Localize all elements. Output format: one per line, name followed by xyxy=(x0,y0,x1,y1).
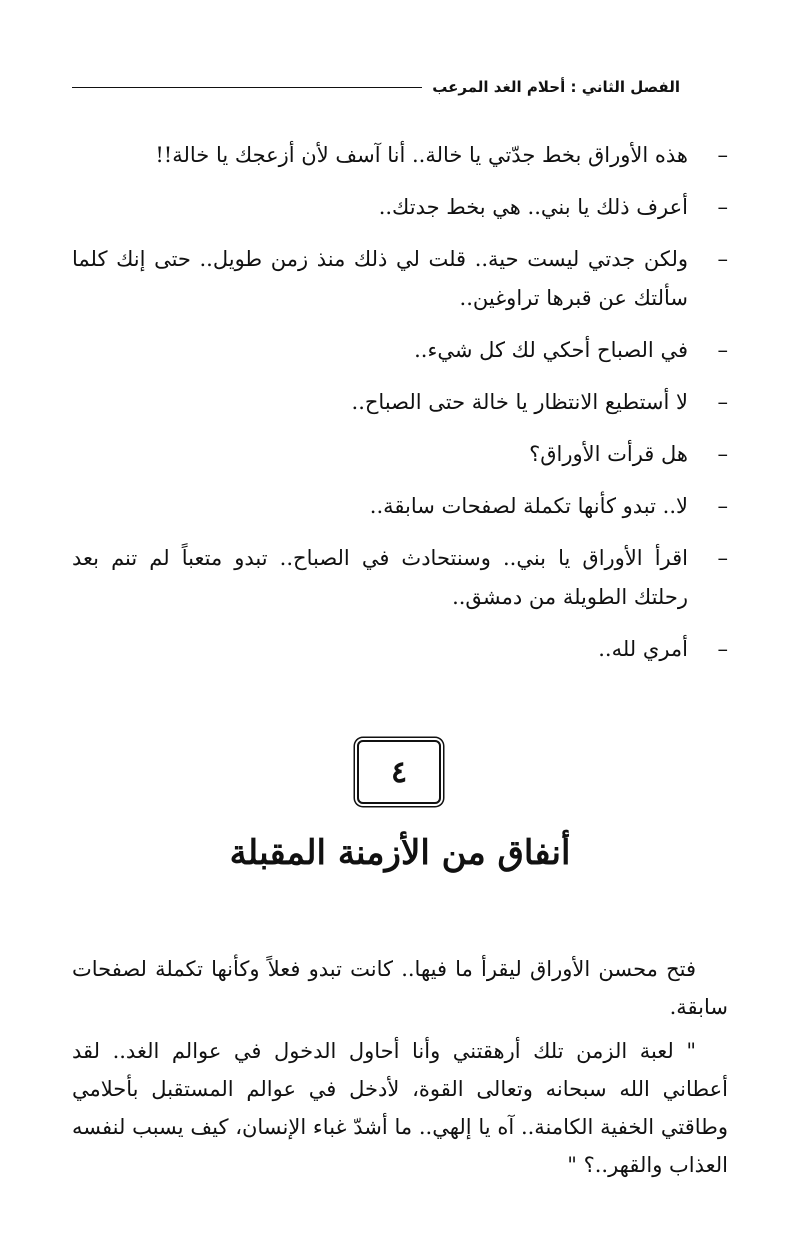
dialogue-dash: – xyxy=(717,195,728,219)
paragraph: فتح محسن الأوراق ليقرأ ما فيها.. كانت تبدو فعلاً وكأنها تكملة لصفحات سابقة. xyxy=(72,957,728,1019)
dialogue-text: هذه الأوراق بخط جدّتي يا خالة.. أنا آسف لأن أزعجك يا خالة!! xyxy=(155,143,688,167)
dialogue-text: أمري لله.. xyxy=(598,637,688,661)
running-header xyxy=(72,78,680,96)
dialogue-line xyxy=(72,630,728,669)
paragraph: " لعبة الزمن تلك أرهقتني وأنا أحاول الدخول في عوالم الغد.. لقد أعطاني الله سبحانه وتعالى القوة، لأدخل في عوالم المستقبل بأحلامي وطاقتي الخفية الكامنة.. آه يا إلهي.. ما أشدّ غباء الإنسان، كيف يسبب لنفسه العذاب والقهر..؟ " xyxy=(72,1039,728,1177)
dialogue-line xyxy=(72,240,728,318)
dialogue-text: في الصباح أحكي لك كل شيء.. xyxy=(414,338,688,362)
dialogue-line xyxy=(72,539,728,617)
dialogue-dash: – xyxy=(717,442,728,466)
chapter-running-title: الفصل الثاني : أحلام الغد المرعب xyxy=(432,78,680,96)
dialogue-dash: – xyxy=(717,546,728,570)
dialogue-line xyxy=(72,487,728,526)
dialogue-text: ولكن جدتي ليست حية.. قلت لي ذلك منذ زمن طويل.. حتى إنك كلما سألتك عن قبرها تراوغين.. xyxy=(72,247,688,310)
dialogue-line xyxy=(72,136,728,175)
dialogue-line xyxy=(72,188,728,227)
header-rule xyxy=(72,87,422,88)
section-number-box xyxy=(357,740,441,804)
body-text xyxy=(72,950,728,1190)
dialogue-text: اقرأ الأوراق يا بني.. وسنتحادث في الصباح.. تبدو متعباً لم تنم بعد رحلتك الطويلة من دمشق.. xyxy=(72,546,688,609)
dialogue-text: هل قرأت الأوراق؟ xyxy=(529,442,688,466)
dialogue-dash: – xyxy=(717,143,728,167)
section-title: أنفاق من الأزمنة المقبلة xyxy=(229,833,571,873)
dialogue-dash: – xyxy=(717,494,728,518)
dialogue-text: أعرف ذلك يا بني.. هي بخط جدتك.. xyxy=(378,195,688,219)
section-number: ٤ xyxy=(390,754,408,790)
dialogue-dash: – xyxy=(717,390,728,414)
dialogue-line xyxy=(72,331,728,370)
dialogue-dash: – xyxy=(717,247,728,271)
dialogue-dash: – xyxy=(717,338,728,362)
dialogue-list xyxy=(72,136,728,682)
dialogue-line xyxy=(72,435,728,474)
dialogue-text: لا أستطيع الانتظار يا خالة حتى الصباح.. xyxy=(351,390,688,414)
dialogue-dash: – xyxy=(717,637,728,661)
dialogue-line xyxy=(72,383,728,422)
dialogue-text: لا.. تبدو كأنها تكملة لصفحات سابقة.. xyxy=(369,494,688,518)
